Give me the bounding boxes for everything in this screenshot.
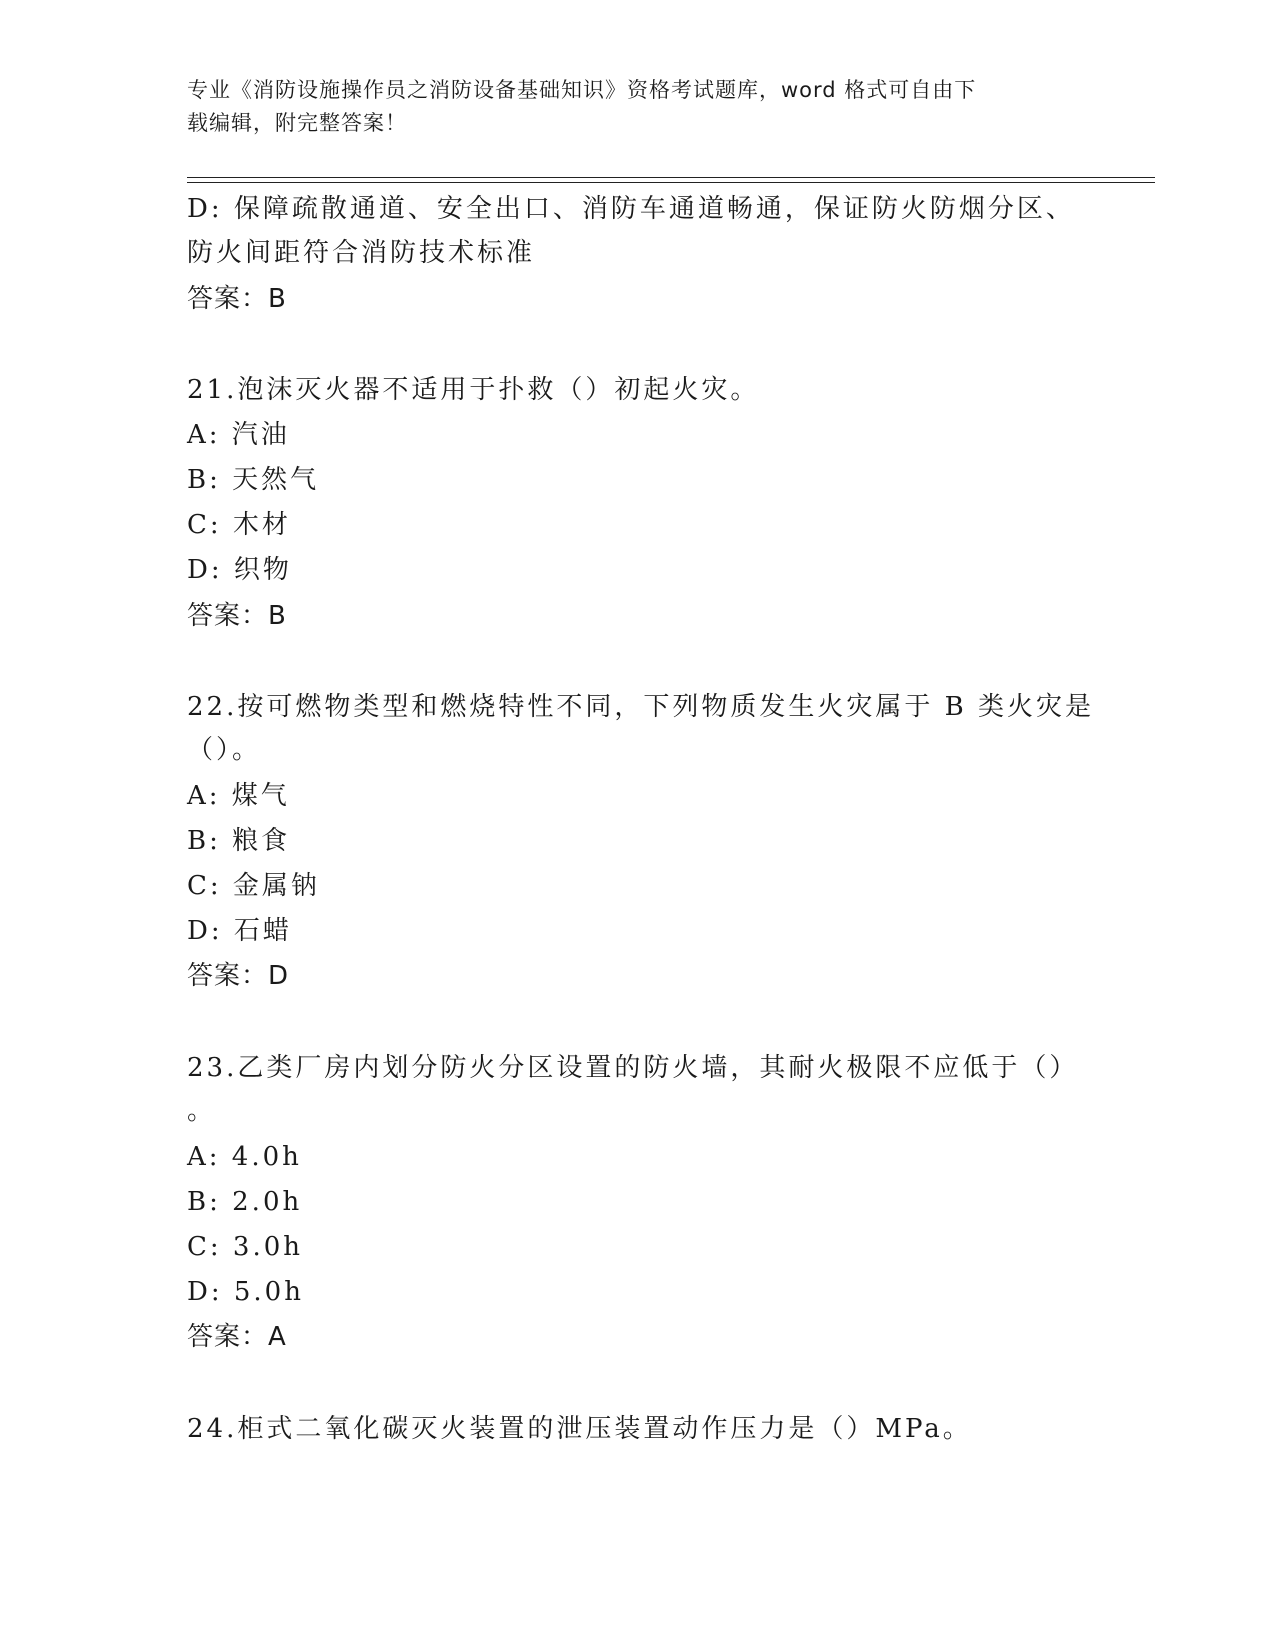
q23-question-line-1: 23.乙类厂房内划分防火分区设置的防火墙，其耐火极限不应低于（） bbox=[187, 1053, 1079, 1083]
q24-question: 24.柜式二氧化碳灭火装置的泄压装置动作压力是（）MPa。 bbox=[187, 1414, 972, 1444]
header-divider-top bbox=[187, 177, 1155, 178]
q21-answer: 答案：B bbox=[187, 601, 287, 631]
q23-option-b: B: 2.0h bbox=[187, 1187, 303, 1217]
q23-option-c: C: 3.0h bbox=[187, 1232, 304, 1262]
q21-option-a: A: 汽油 bbox=[187, 420, 290, 450]
prev-answer: 答案：B bbox=[187, 284, 287, 314]
prev-option-d-line-1: D: 保障疏散通道、安全出口、消防车通道畅通，保证防火防烟分区、 bbox=[187, 194, 1075, 224]
q22-answer: 答案：D bbox=[187, 961, 290, 991]
header-divider-bottom bbox=[187, 182, 1155, 183]
q23-option-d: D: 5.0h bbox=[187, 1277, 304, 1307]
q22-option-d: D: 石蜡 bbox=[187, 916, 292, 946]
q22-question-line-2: （）。 bbox=[187, 735, 262, 765]
q21-question: 21.泡沫灭火器不适用于扑救（）初起火灾。 bbox=[187, 375, 760, 405]
header-line-1: 专业《消防设施操作员之消防设备基础知识》资格考试题库，word 格式可自由下 bbox=[187, 78, 977, 102]
q21-option-c: C: 木材 bbox=[187, 510, 291, 540]
q22-option-b: B: 粮食 bbox=[187, 826, 291, 856]
q21-option-d: D: 织物 bbox=[187, 555, 292, 585]
q22-option-c: C: 金属钠 bbox=[187, 871, 320, 901]
q23-answer: 答案：A bbox=[187, 1322, 287, 1352]
q21-option-b: B: 天然气 bbox=[187, 465, 320, 495]
q22-question-line-1: 22.按可燃物类型和燃烧特性不同，下列物质发生火灾属于 B 类火灾是 bbox=[187, 692, 1094, 722]
header-line-2: 载编辑，附完整答案！ bbox=[187, 111, 407, 135]
prev-option-d-line-2: 防火间距符合消防技术标准 bbox=[187, 238, 536, 268]
q23-question-line-2: 。 bbox=[187, 1096, 217, 1126]
q22-option-a: A: 煤气 bbox=[187, 781, 290, 811]
q23-option-a: A: 4.0h bbox=[187, 1142, 302, 1172]
document-header bbox=[187, 74, 1067, 140]
